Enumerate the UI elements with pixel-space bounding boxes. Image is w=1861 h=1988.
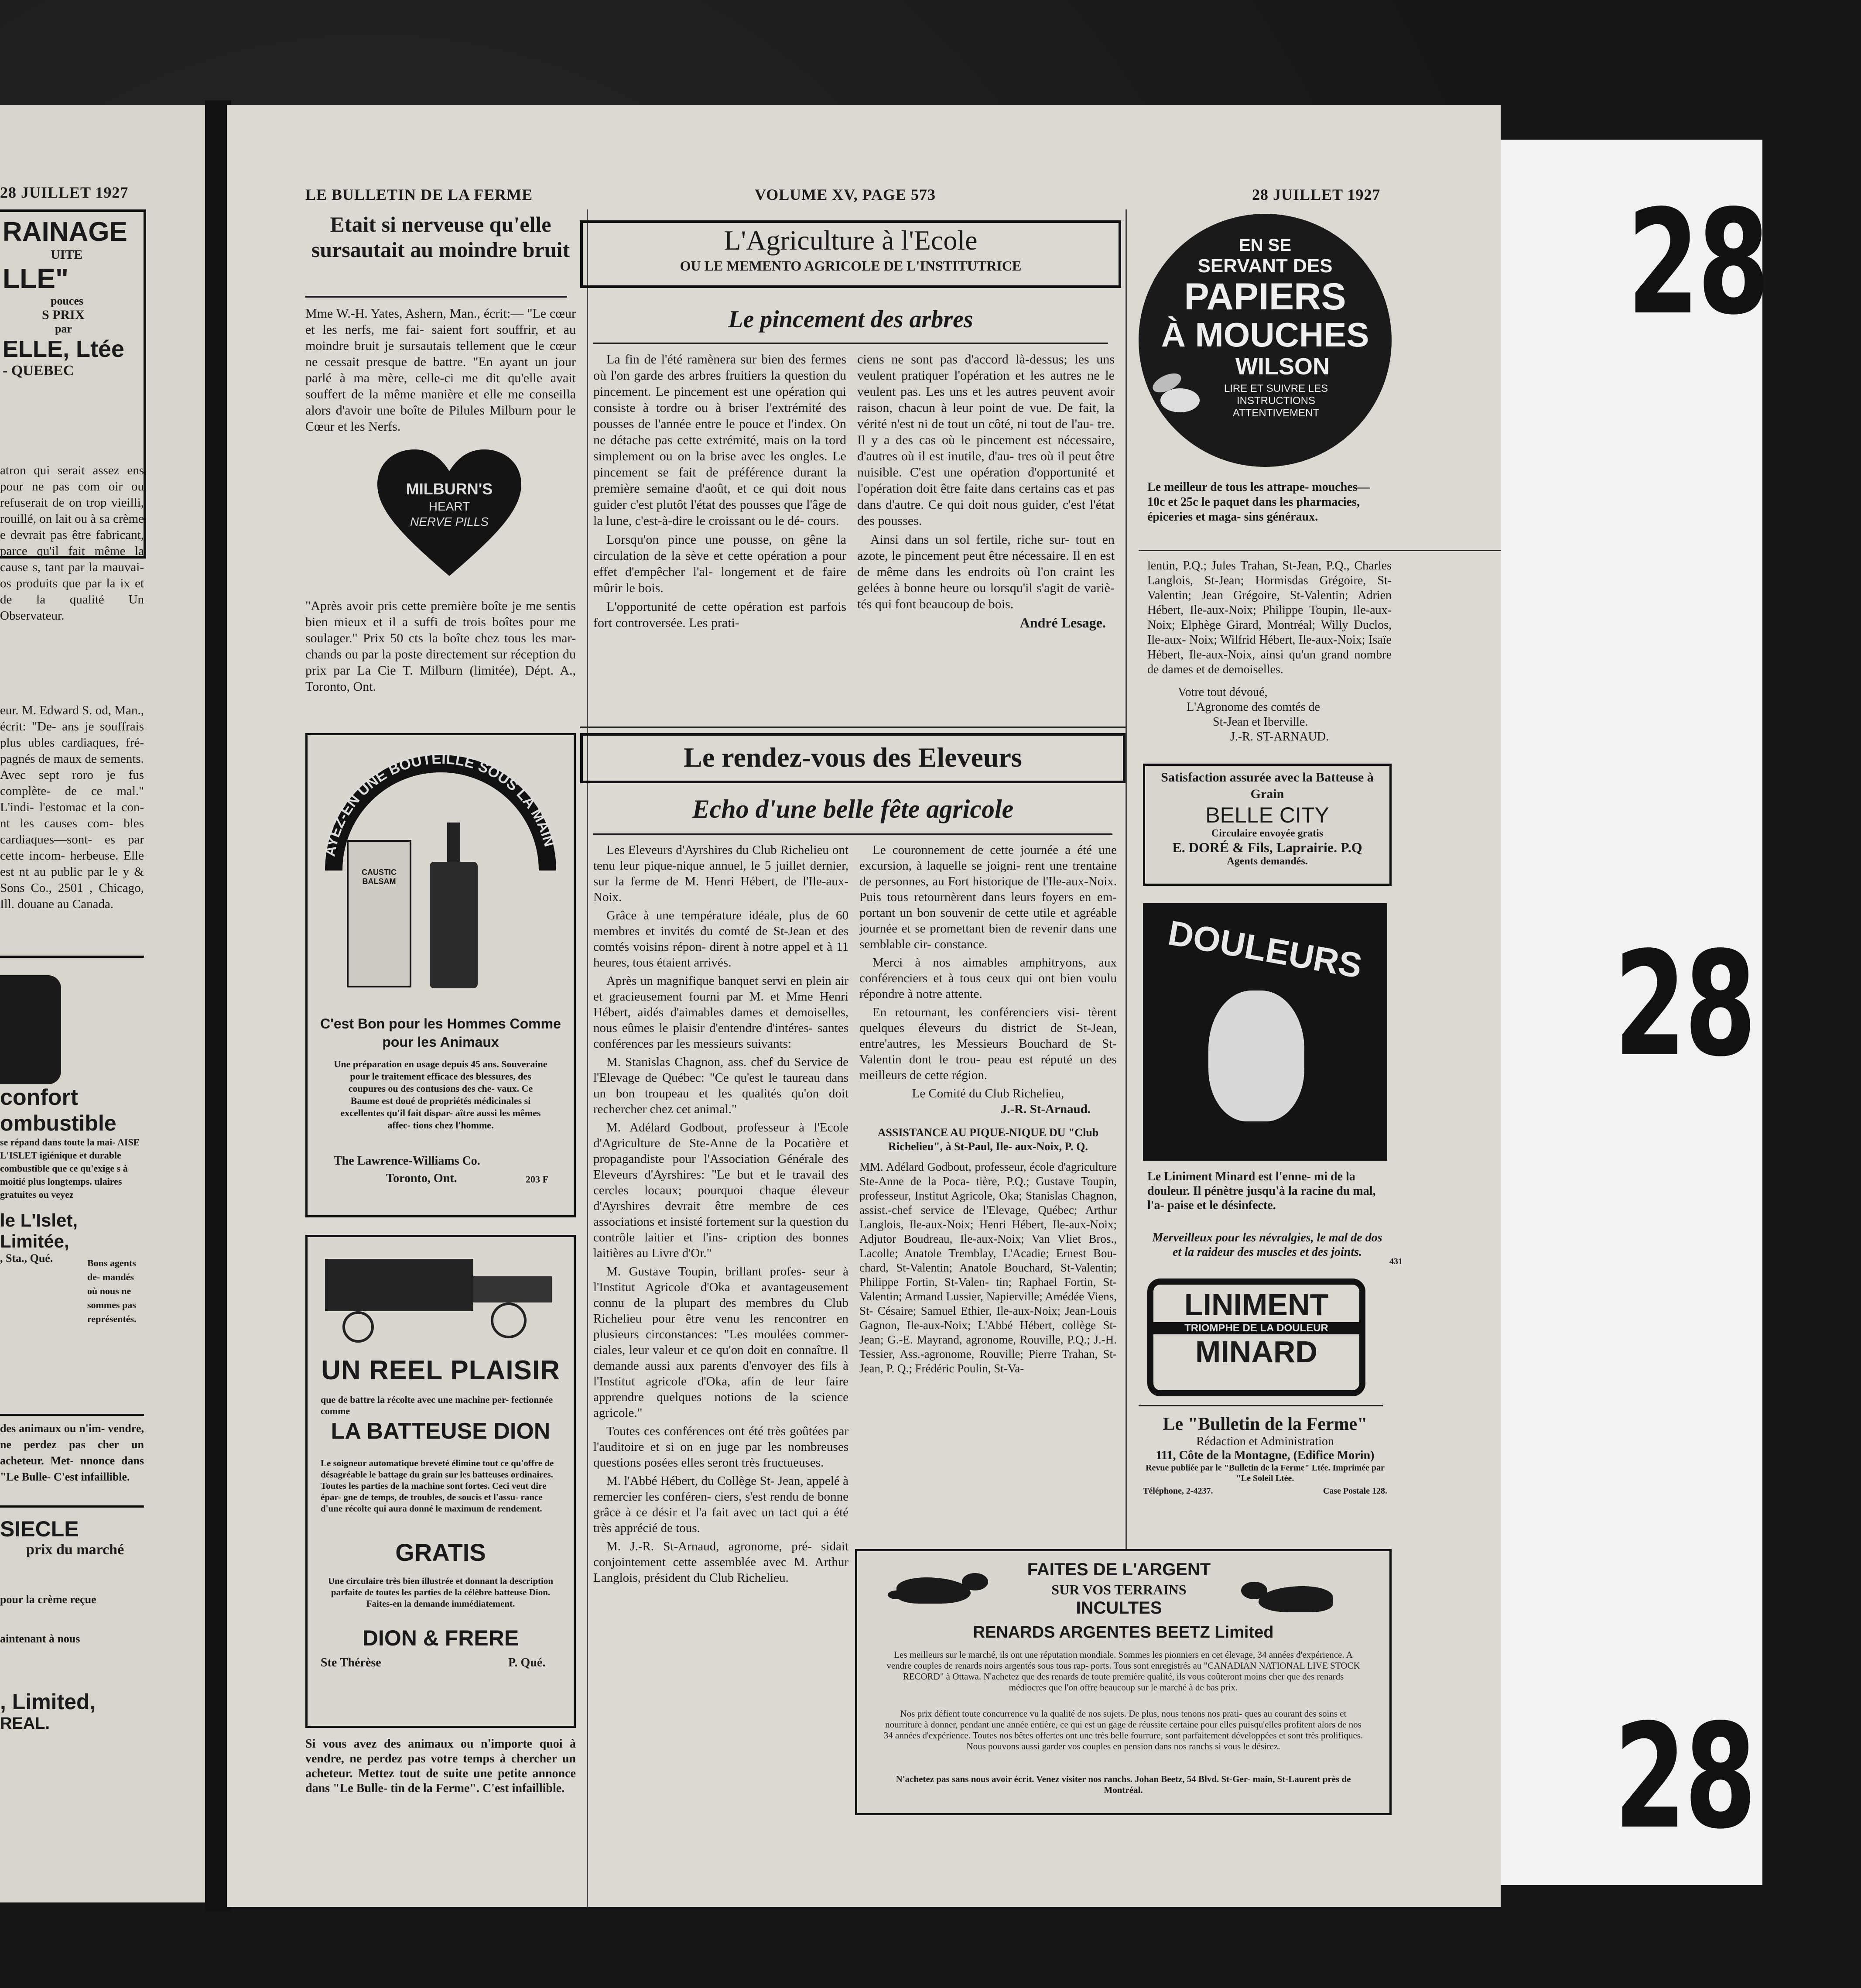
fox-left-image — [888, 1564, 992, 1621]
wilson-line: PAPIERS — [1184, 276, 1346, 318]
foxes-text: N'achetez pas sans nous avoir écrit. Venez visiter nos ranchs. Johan Beetz, 54 Blvd. St-Ger- main, St-Laurent près de Montréal. — [896, 1774, 1351, 1795]
left-ad-side: Bons agents de- mandés où nous ne sommes pas représentés. — [87, 1258, 137, 1324]
fox-right-image — [1241, 1573, 1346, 1630]
article1-title: L'Agriculture à l'Ecole — [724, 225, 978, 256]
paragraph: Ainsi dans un sol fertile, riche sur- tout en azote, le pincement peut être nécessaire. Il en est de même dans les endroits où l'on craint les gelées à bonne heure ou lorsqu'il s'agit de variè- tés qui font beaucoup de bois. — [857, 532, 1115, 611]
paragraph: Les Eleveurs d'Ayrshires du Club Richelieu ont tenu leur pique-nique annuel, le 5 juillet dernier, sur la ferme de M. Henri Hébert, de l'Ile-aux-Noix. — [593, 843, 848, 904]
divider — [1139, 1405, 1383, 1406]
left-ad-company: , Limited, — [0, 1690, 96, 1714]
closing-block — [1178, 685, 1387, 744]
paragraph: M. Stanislas Chagnon, ass. chef du Service de l'Elevage de Québec: "Ce qu'est le taureau dans un bon troupeau et les qualités qu'on doit rechercher chez cet animal." — [593, 1055, 848, 1116]
heart-label-1: MILBURN'S — [406, 480, 493, 498]
caustic-code: 203 F — [526, 1174, 548, 1185]
wilson-line: WILSON — [1235, 353, 1330, 380]
belle-name: BELLE CITY — [1205, 803, 1329, 827]
article2-title: Le rendez-vous des Eleveurs — [684, 742, 1022, 773]
dion-company: DION & FRERE — [362, 1626, 519, 1650]
dion-gratis-text: Une circulaire très bien illustrée et donnant la description parfaite de toutes les parties de la célèbre batteuse Dion. Faites-en la demande immédiatement. — [328, 1576, 554, 1609]
dion-batteuse-ad — [305, 1235, 576, 1728]
foxes-company: RENARDS ARGENTES BEETZ Limited — [973, 1623, 1274, 1642]
douleurs-title: DOULEURS — [1165, 913, 1365, 986]
renards-beetz-ad — [855, 1549, 1392, 1815]
bulletin-line: 111, Côte de la Montagne, (Edifice Morin) — [1156, 1449, 1375, 1462]
left-ad-text: se répand dans toute la mai- AISE L'ISLET igiénique et durable combustible que ce qu'exige s à moitié plus longtemps. ulaires gratuites ou veyez — [0, 1137, 140, 1200]
liniment-minard-logo — [1147, 1278, 1365, 1396]
douleurs-italic: Merveilleux pour les névralgies, le mal de dos et la raideur des muscles et des joints. — [1152, 1231, 1382, 1259]
paragraph: M. J.-R. St-Arnaud, agronome, pré- sidait conjointement cette assemblée avec M. Arthur Langlois, président du Club Richelieu. — [593, 1539, 848, 1585]
divider — [593, 833, 1112, 835]
balsam-bottle-image — [430, 823, 478, 988]
closing-line: J.-R. ST-ARNAUD. — [1230, 730, 1329, 744]
masthead-right: 28 JUILLET 1927 — [1252, 186, 1381, 203]
date-tab-3: 28 — [1614, 1693, 1755, 1861]
left-ad-line: par — [55, 322, 72, 335]
heart-label-2: HEART — [428, 500, 470, 513]
foxes-text: Les meilleurs sur le marché, ils ont une réputation mondiale. Sommes les pionniers en cet élevage, 34 années d'expérience. A vendre couples de renards noirs argentés sous tous rap- ports. Tous sont enregistrés au "CANADIAN NATIONAL LIVE STOCK RECORD" à Ottawa. N'achetez que des renards de toute première qualité, ils vous coûteront moins cher que des renards médiocres que l'on offre beaucoup sur le marché à de bas prix. — [886, 1649, 1360, 1693]
wilson-line: LIRE ET SUIVRE LES INSTRUCTIONS ATTENTIVEMENT — [1224, 383, 1328, 419]
left-ad-animals: des animaux ou n'im- vendre, ne perdez pas cher un acheteur. Met- nnonce dans "Le Bulle- C'est infaillible. — [0, 1414, 144, 1485]
article1-signature: André Lesage. — [1019, 615, 1106, 631]
belle-line: Agents demandés. — [1227, 856, 1308, 867]
left-ad-line: S PRIX — [42, 308, 85, 322]
foxes-line: SUR VOS TERRAINS — [1051, 1582, 1187, 1597]
wilson-line: À MOUCHES — [1161, 315, 1369, 354]
divider — [580, 727, 1125, 728]
left-col-text-2: eur. M. Edward S. od, Man., écrit: "De- ans je souffrais plus ubles cardiaques, fré- pagnés de maux de sements. Avec sept roro je fus complète- de ce mal." L'indi- l'estomac et la con- nt les causes com- bles cardiaques—sont- es par cette incom- herbeuse. Elle est nt au public par le y & Sons Co., 2501 , Chicago, Ill. douane au Canada. — [0, 703, 144, 911]
divider — [305, 296, 567, 298]
belle-city-ad — [1143, 764, 1392, 886]
paragraph: M. Gustave Toupin, brillant profes- seur à l'Institut Agricole d'Oka et avantageusement connu de la plupart des membres du Club Richelieu pour être venu les rencontrer en plusieurs circonstances: "Les moulées commer- ciales, leur valeur et ce qu'on doit en connaître. Il demande aussi aux parents d'envoyer des fils à l'Institut agricole d'Oka, afin de leur faire apprendre quelques notions de la science agricole." — [593, 1265, 848, 1420]
belle-line: Satisfaction assurée avec la Batteuse à Grain — [1161, 770, 1374, 801]
liniment-line: MINARD — [1195, 1335, 1317, 1369]
left-ad-company: le L'Islet, Limitée, — [0, 1210, 78, 1251]
belle-line: Circulaire envoyée gratis — [1211, 828, 1324, 839]
column-rule — [1125, 209, 1127, 1693]
caustic-city: Toronto, Ont. — [386, 1172, 457, 1185]
balsam-box-label: CAUSTIC BALSAM — [362, 868, 397, 886]
balsam-box-image — [347, 840, 411, 987]
left-ad-city: - QUEBEC — [3, 363, 74, 379]
date-tab-strip — [1501, 140, 1768, 1885]
paragraph: Après un magnifique banquet servi en plein air et gracieusement fourni par M. et Mme Henri Hébert, aidés d'aimables dames et demoiselles, nous eûmes le plaisir d'entendre d'intéres- santes conférences par les messieurs suivants: — [593, 974, 848, 1051]
left-ad-line: pour la crème reçue — [0, 1593, 96, 1606]
caustic-company: The Lawrence-Williams Co. — [334, 1154, 480, 1168]
bulletin-box: Case Postale 128. — [1323, 1486, 1387, 1496]
paragraph: Le couronnement de cette journée a été une excursion, à laquelle se joigni- rent une trentaine de personnes, au Fort historique de l'Ile-aux-Noix. Puis tous retournèrent dans leurs foyers en em- portant un bon souvenir de cette utile et agréable journée et se promettant bien de revenir dans une semblable cir- constance. — [859, 843, 1117, 951]
paragraph: La fin de l'été ramènera sur bien des fermes où l'on garde des arbres fruitiers la question du pincement. Le pincement est une opération qui consiste à tordre ou à briser l'extrémité des pousses de l'année entre le pouce et l'index. On ne détache pas cette extrémité, mais on la tord simplement ou on la brise avec les ongles. Le pincement se fait de préférence durant la première semaine d'août, et ce qui doit nous guider c'est plutôt l'état des pousses que l'âge de la lune, c'est-à-dire le croissant ou le dé- cours. — [593, 352, 846, 528]
douleurs-code: 431 — [1389, 1257, 1403, 1266]
caustic-balsam-ad — [305, 733, 576, 1217]
foxes-text: Nos prix défient toute concurrence vu la qualité de nos sujets. De plus, nous tenons nos prati- ques au courant des soins et nourriture à donner, pendant une année entière, ce qui est un gage de réussite certaine pour elles puisqu'elles profitent alors de nos 34 années d'expérience. Toutes nos bêtes offertes ont une très belle fourrure, sont parfaitement développées et sont très prolifiques. Nous pouvons aussi garder vos couples en pension dans nos ranchs si vous le désirez. — [883, 1708, 1363, 1751]
article2-title-box — [580, 733, 1125, 783]
dion-city2: P. Qué. — [508, 1656, 546, 1669]
liniment-line: LINIMENT — [1184, 1288, 1329, 1322]
paragraph: Toutes ces conférences ont été très goûtées par l'auditoire et si on en juge par les nombreuses questions posées elles seront très fructueuses. — [593, 1424, 848, 1470]
left-ad-head: confort — [0, 1085, 79, 1110]
left-ad-siecle — [0, 1505, 144, 1857]
dion-city1: Ste Thérèse — [321, 1656, 381, 1669]
wilson-text: Le meilleur de tous les attrape- mouches—10c et 25c le paquet dans les pharmacies, épiceries et maga- sins généraux. — [1147, 480, 1370, 524]
article1-title-box — [580, 220, 1121, 288]
arc-banner-text: AYEZ-EN UNE BOUTEILLE SOUS LA MAIN — [322, 750, 558, 858]
left-ad-line: prix du marché — [26, 1542, 124, 1558]
closing-line: L'Agronome des comtés de — [1187, 700, 1320, 714]
article1-heading: Le pincement des arbres — [728, 306, 973, 333]
dion-name: LA BATTEUSE DION — [331, 1419, 551, 1444]
paragraph: L'opportunité de cette opération est parfois fort controversée. Les prati- — [593, 600, 846, 630]
milburn-text: Mme W.-H. Yates, Ashern, Man., écrit:— "Le cœur et les nerfs, me fai- saient fort souffrir, et au moindre bruit je sursautais tellement que le cœur ne cessait presque de battre. "En ayant un jour parlé à ma mère, celle-ci me dit qu'elle avait souffert de la même manière et elle me conseilla alors d'avoir une boîte de Pilules Milburn pour le Cœur et les Nerfs. — [305, 306, 576, 434]
paragraph: M. l'Abbé Hébert, du Collège St- Jean, appelé à remercier les conféren- ciers, s'est rendu de bonne grâce à ce désir et l'a fait avec un tact qui a été très apprécié de tous. — [593, 1474, 848, 1535]
portrait-image — [1208, 991, 1304, 1121]
left-ad-city: REAL. — [0, 1714, 50, 1733]
masthead-left: LE BULLETIN DE LA FERME — [305, 186, 533, 203]
attendance-list-cont: lentin, P.Q.; Jules Trahan, St-Jean, P.Q., Charles Langlois, St-Jean; Hormisdas Grégoire, St-Valentin; Jean Grégoire, St-Valentin; Adrien Hébert, Ile-aux-Noix; Philippe Toupin, Ile-aux-Noix; Elphège Girard, Montréal; Willy Duclos, Ile-aux- Noix; Wilfrid Hébert, Ile-aux-Noix; Isaïe Hébert, Ile-aux-Noix, ainsi qu'un grand nombre de dames et de demoiselles. — [1147, 559, 1392, 676]
douleurs-ad-image — [1143, 903, 1387, 1161]
article2-heading: Echo d'une belle fête agricole — [692, 795, 1014, 823]
dion-gratis: GRATIS — [395, 1539, 486, 1566]
left-ad-line: pouces — [51, 295, 84, 307]
article2-sign2: J.-R. St-Arnaud. — [1000, 1102, 1091, 1116]
left-ad-line: aintenant à nous — [0, 1632, 80, 1645]
bulletin-line: Revue publiée par le "Bulletin de la Ferme" Ltée. Imprimée par "Le Soleil Ltée. — [1146, 1463, 1385, 1483]
article2-col-a — [593, 842, 848, 1588]
divider — [593, 343, 1108, 344]
bulletin-phone: Téléphone, 2-4237. — [1143, 1486, 1213, 1496]
date-tab-1: 28 — [1627, 179, 1768, 346]
article1-col-b — [857, 351, 1115, 631]
article1-col-a — [593, 351, 846, 634]
left-ad-stove — [0, 956, 144, 1394]
masthead-center: VOLUME XV, PAGE 573 — [755, 186, 936, 203]
attendance-heading: ASSISTANCE AU PIQUE-NIQUE DU "Club Richelieu", à St-Paul, Ile- aux-Noix, P. Q. — [877, 1126, 1099, 1153]
left-ad-company: ELLE, Ltée — [3, 336, 125, 362]
left-page-date: 28 JUILLET 1927 — [0, 184, 129, 201]
left-ad-line: UITE — [51, 247, 83, 262]
milburn-text-2: "Après avoir pris cette première boîte je me sentis bien mieux et il a suffi de trois boîtes pour me soulager." Prix 50 cts la boîte chez tous les mar- chands ou par la poste directement sur réception du prix par La Cie T. Milburn (limitée), Dépt. A., Toronto, Ont. — [305, 599, 576, 694]
paragraph: Merci à nos aimables amphitryons, aux conférenciers et à tous ceux qui ont bien voulu répondre à notre attente. — [859, 956, 1117, 1001]
left-col-text-1: atron qui serait assez ens pour ne pas com oir ou refuserait de on trop vieilli, rouillé, on lait ou à sa crème e devrait pas être fabricant, parce qu'il fait même la cause s, tant par la mauvai- os produits que par la ix et de la qualité Un Observateur. — [0, 463, 144, 623]
wilson-line: EN SE — [1238, 236, 1292, 255]
bottom-note: Si vous avez des animaux ou n'importe quoi à vendre, ne perdez pas votre temps à chercher un acheteur. Mettez tout de suite une petite annonce dans "Le Bulle- tin de la Ferme". C'est infaillible. — [305, 1737, 576, 1795]
caustic-text: Une préparation en usage depuis 45 ans. Souveraine pour le traitement efficace des blessures, des coupures ou des contusions des che- vaux. Ce Baume est doué de propriétés médicinales si excellentes qu'il fait dispar- aître aussi les mêmes affec- tions chez l'homme. — [334, 1059, 547, 1131]
liniment-line: TRIOMPHE DE LA DOULEUR — [1153, 1322, 1359, 1334]
foxes-headline: FAITES DE L'ARGENT — [1027, 1560, 1211, 1579]
paragraph: ciens ne sont pas d'accord là-dessus; les uns veulent pratiquer l'opération et les autres ne le veulent pas. Les uns et les autres peuvent avoir raison, chacun à leur point de vue. De fait, la vérité n'est ni de tout un côté, ni tout de l'au- tre. Il y a des cas où le pincement est nécessaire, d'autres où il est inutile, d'au- tres où il peut être nuisible. C'est une opération d'opportunité et l'opération doit être faite dans certains cas et pas dans d'autre. Ce qui doit nous guider, c'est l'état des pousses. — [857, 352, 1115, 528]
paragraph: Grâce à une température idéale, plus de 60 membres et invités du comté de St-Jean et des comtés voisins répon- dirent à notre appel et à 11 heures, tous étaient arrivés. — [593, 908, 848, 970]
article2-col-b — [859, 842, 1117, 1376]
newspaper-page — [227, 105, 1501, 1907]
caustic-headline: C'est Bon pour les Hommes Comme pour les Animaux — [320, 1016, 561, 1050]
dion-title: UN REEL PLAISIR — [321, 1355, 560, 1385]
article2-sign1: Le Comité du Club Richelieu, — [912, 1087, 1064, 1100]
belle-company: E. DORÉ & Fils, Laprairie. P.Q — [1172, 840, 1362, 855]
left-ad-city: , Sta., Qué. — [0, 1252, 53, 1265]
closing-line: St-Jean et Iberville. — [1213, 715, 1308, 729]
douleurs-text: Le Liniment Minard est l'enne- mi de la douleur. Il pénètre jusqu'à la racine du mal, l'a- paise et le désinfecte. — [1147, 1170, 1376, 1212]
left-page-fragment — [0, 105, 209, 1902]
left-ad-title: RAINAGE — [3, 217, 127, 247]
left-ad-head: ombustible — [0, 1111, 116, 1135]
divider — [1139, 550, 1501, 551]
wilson-line: SERVANT DES — [1197, 255, 1333, 277]
fly-icon — [1147, 371, 1208, 423]
heart-label-3: NERVE PILLS — [410, 515, 489, 528]
left-ad-line: LLE" — [3, 263, 69, 294]
threshing-machine-image — [316, 1246, 561, 1342]
milburn-headline: Etait si nerveuse qu'elle sursautait au moindre bruit — [311, 212, 570, 262]
bulletin-line: Rédaction et Administration — [1196, 1435, 1334, 1448]
date-tab-2: 28 — [1614, 921, 1755, 1088]
bulletin-info — [1143, 1414, 1387, 1496]
dion-sub: que de battre la récolte avec une machine per- fectionnée comme — [321, 1394, 553, 1416]
wilson-fly-paper-ad — [1139, 214, 1392, 467]
milburn-heart-logo — [377, 449, 521, 580]
paragraph: M. Adélard Godbout, professeur à l'Ecole d'Agriculture de Ste-Anne de la Pocatière et propagandiste pour l'Association Générale des Eleveurs d'Ayrshires: "Le but et le travail des cercles locaux; pourquoi chaque éleveur d'Ayrshires devrait être membre de ces associations et insisté fortement sur la question du contrôle laitier et l'ins- cription des bonnes laitières au Livre d'Or." — [593, 1121, 848, 1260]
paragraph: Lorsqu'on pince une pousse, on gêne la circulation de la sève et cette opération a pour effet d'empêcher l'al- longement et de faire mûrir le bois. — [593, 532, 846, 595]
stove-image — [0, 975, 61, 1084]
attendance-list: MM. Adélard Godbout, professeur, école d'agriculture Ste-Anne de la Poca- tière, P.Q.; Gustave Toupin, professeur, Institut Agricole, Oka; Stanislas Chagnon, assist.-chef service de l'Elevage, Québec; Arthur Langlois, Ile-aux-Noix; Henri Hébert, Ile-aux-Noix; Adjutor Boudreau, Ile-aux-Noix; Van Vliet Bros., Lacolle; Anatole Tremblay, L'Acadie; Ernest Bou- chard, St-Valentin; Anatole Bouchard, St-Valentin; Philippe Fortin, St-Valen- tin; Raphael Fortin, St-Valentin; Armand Lussier, Napierville; Amédée Viens, St- Césaire; Samuel Ethier, Ile-aux-Noix; Jean-Louis Gagnon, Ile-aux-Noix; L'Abbé Hébert, collège St-Jean; G.-E. Mayrand, agronome, Rouville, P.Q.; J.-H. Tessier, Ass.-agronome, Rouville; Pierre Trahan, St-Jean, P. Q.; Frédéric Poulin, St-Va- — [859, 1160, 1117, 1375]
foxes-line: INCULTES — [1076, 1598, 1162, 1618]
left-ad-title: SIECLE — [0, 1517, 79, 1541]
paragraph: En retournant, les conférenciers visi- tèrent quelques éleveurs du district de St-Jean, entre'autres, les Messieurs Bouchard de St-Valentin dont le trou- peau est réputé un des meilleurs de cette région. — [859, 1005, 1117, 1082]
bulletin-title: Le "Bulletin de la Ferme" — [1163, 1414, 1368, 1434]
dion-text: Le soigneur automatique breveté élimine tout ce qu'offre de désagréable le battage du grain sur les batteuses ordinaires. Toutes les parties de la machine sont fortes. Ceci veut dire épar- gne de temps, de troubles, de soucis et l'assu- rance d'une récolte qui aura donné le maximum de rendement. — [321, 1458, 554, 1514]
column-rule — [587, 209, 588, 1907]
article1-subtitle: OU LE MEMENTO AGRICOLE DE L'INSTITUTRICE — [680, 258, 1022, 274]
closing-line: Votre tout dévoué, — [1178, 686, 1268, 699]
